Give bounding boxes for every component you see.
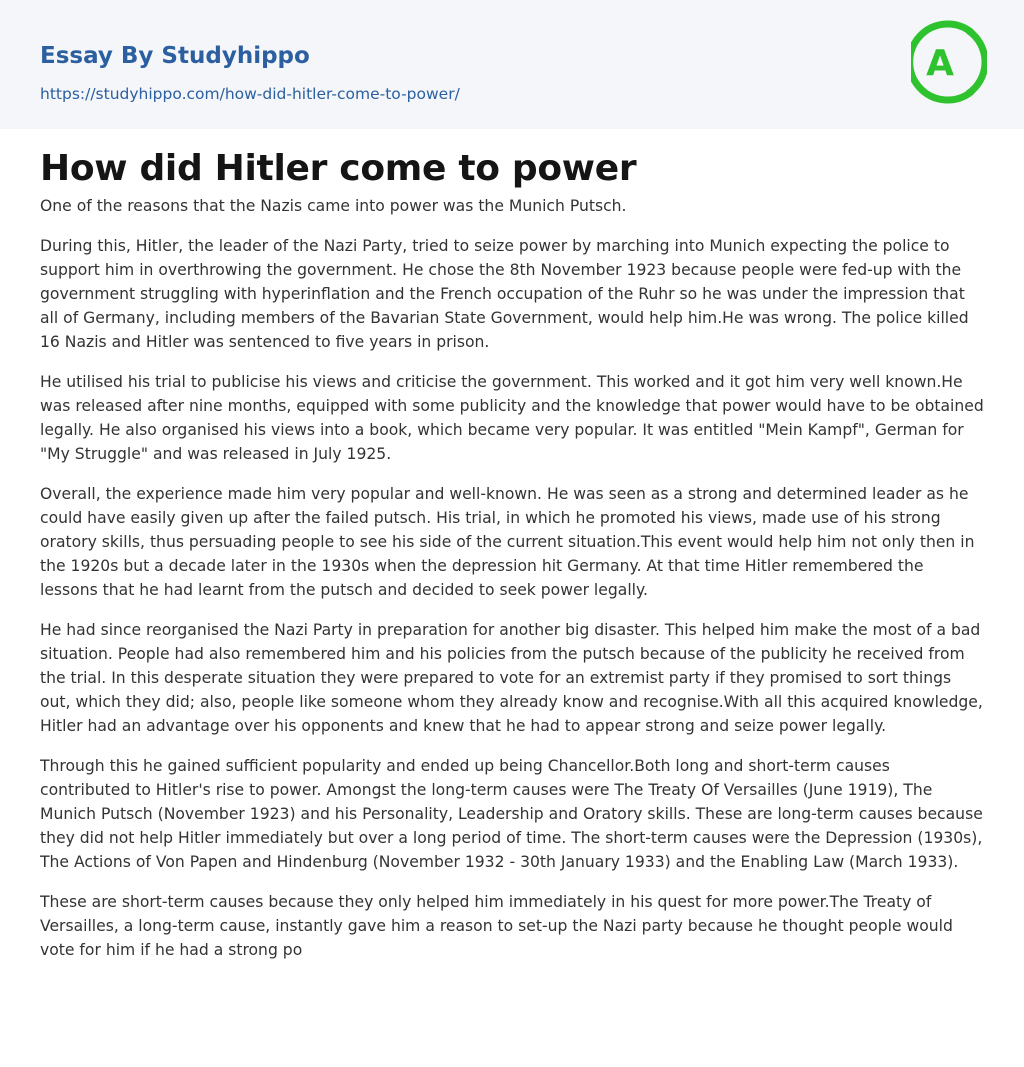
brand-title: Essay By Studyhippo xyxy=(40,43,310,69)
paragraph: Through this he gained sufficient popularity and ended up being Chancellor.Both long and short-term causes contributed to Hitler's rise to power. Amongst the long-term causes were The Treaty Of Versailles (June 1919), The Munich Putsch (November 1923) and his Personality, Leadership and Oratory skills. These are long-term causes because they did not help Hitler immediately but over a long period of time. The short-term causes were the Depression (1930s), The Actions of Von Papen and Hindenburg (November 1932 - 30th January 1933) and the Enabling Law (March 1933). xyxy=(40,757,983,871)
logo-letter: A xyxy=(926,43,954,84)
paragraph: He utilised his trial to publicise his views and criticise the government. This worked and it got him very well known.He was released after nine months, equipped with some publicity and the knowledge that power would have to be obtained legally. He also organised his views into a book, which became very popular. It was entitled "Mein Kampf", German for "My Struggle" and was released in July 1925. xyxy=(40,373,984,463)
source-url-link[interactable]: https://studyhippo.com/how-did-hitler-come-to-power/ xyxy=(40,85,460,103)
paragraph: These are short-term causes because they only helped him immediately in his quest for more power.The Treaty of Versailles, a long-term cause, instantly gave him a reason to set-up the Nazi party because he thought people would vote for him if he had a strong po xyxy=(40,893,953,959)
paragraph: One of the reasons that the Nazis came into power was the Munich Putsch. xyxy=(40,197,627,215)
paragraph: Overall, the experience made him very popular and well-known. He was seen as a strong and determined leader as he could have easily given up after the failed putsch. His trial, in which he promoted his views, made use of his strong oratory skills, thus persuading people to see his side of the current situation.This event would help him not only then in the 1920s but a decade later in the 1930s when the depression hit Germany. At that time Hitler remembered the lessons that he had learnt from the putsch and decided to seek power legally. xyxy=(40,485,975,599)
studyhippo-logo-icon[interactable] xyxy=(911,18,987,106)
page-title: How did Hitler come to power xyxy=(40,148,637,189)
paragraph: He had since reorganised the Nazi Party in preparation for another big disaster. This helped him make the most of a bad situation. People had also remembered him and his policies from the putsch because of the publicity he received from the trial. In this desperate situation they were prepared to vote for an extremist party if they promised to sort things out, which they did; also, people like someone whom they already know and recognise.With all this acquired knowledge, Hitler had an advantage over his opponents and knew that he had to appear strong and seize power legally. xyxy=(40,621,983,735)
paragraph: During this, Hitler, the leader of the Nazi Party, tried to seize power by marching into Munich expecting the police to support him in overthrowing the government. He chose the 8th November 1923 because people were fed-up with the government struggling with hyperinflation and the French occupation of the Ruhr so he was under the impression that all of Germany, including members of the Bavarian State Government, would help him.He was wrong. The police killed 16 Nazis and Hitler was sentenced to five years in prison. xyxy=(40,237,969,351)
article-body xyxy=(40,194,984,978)
